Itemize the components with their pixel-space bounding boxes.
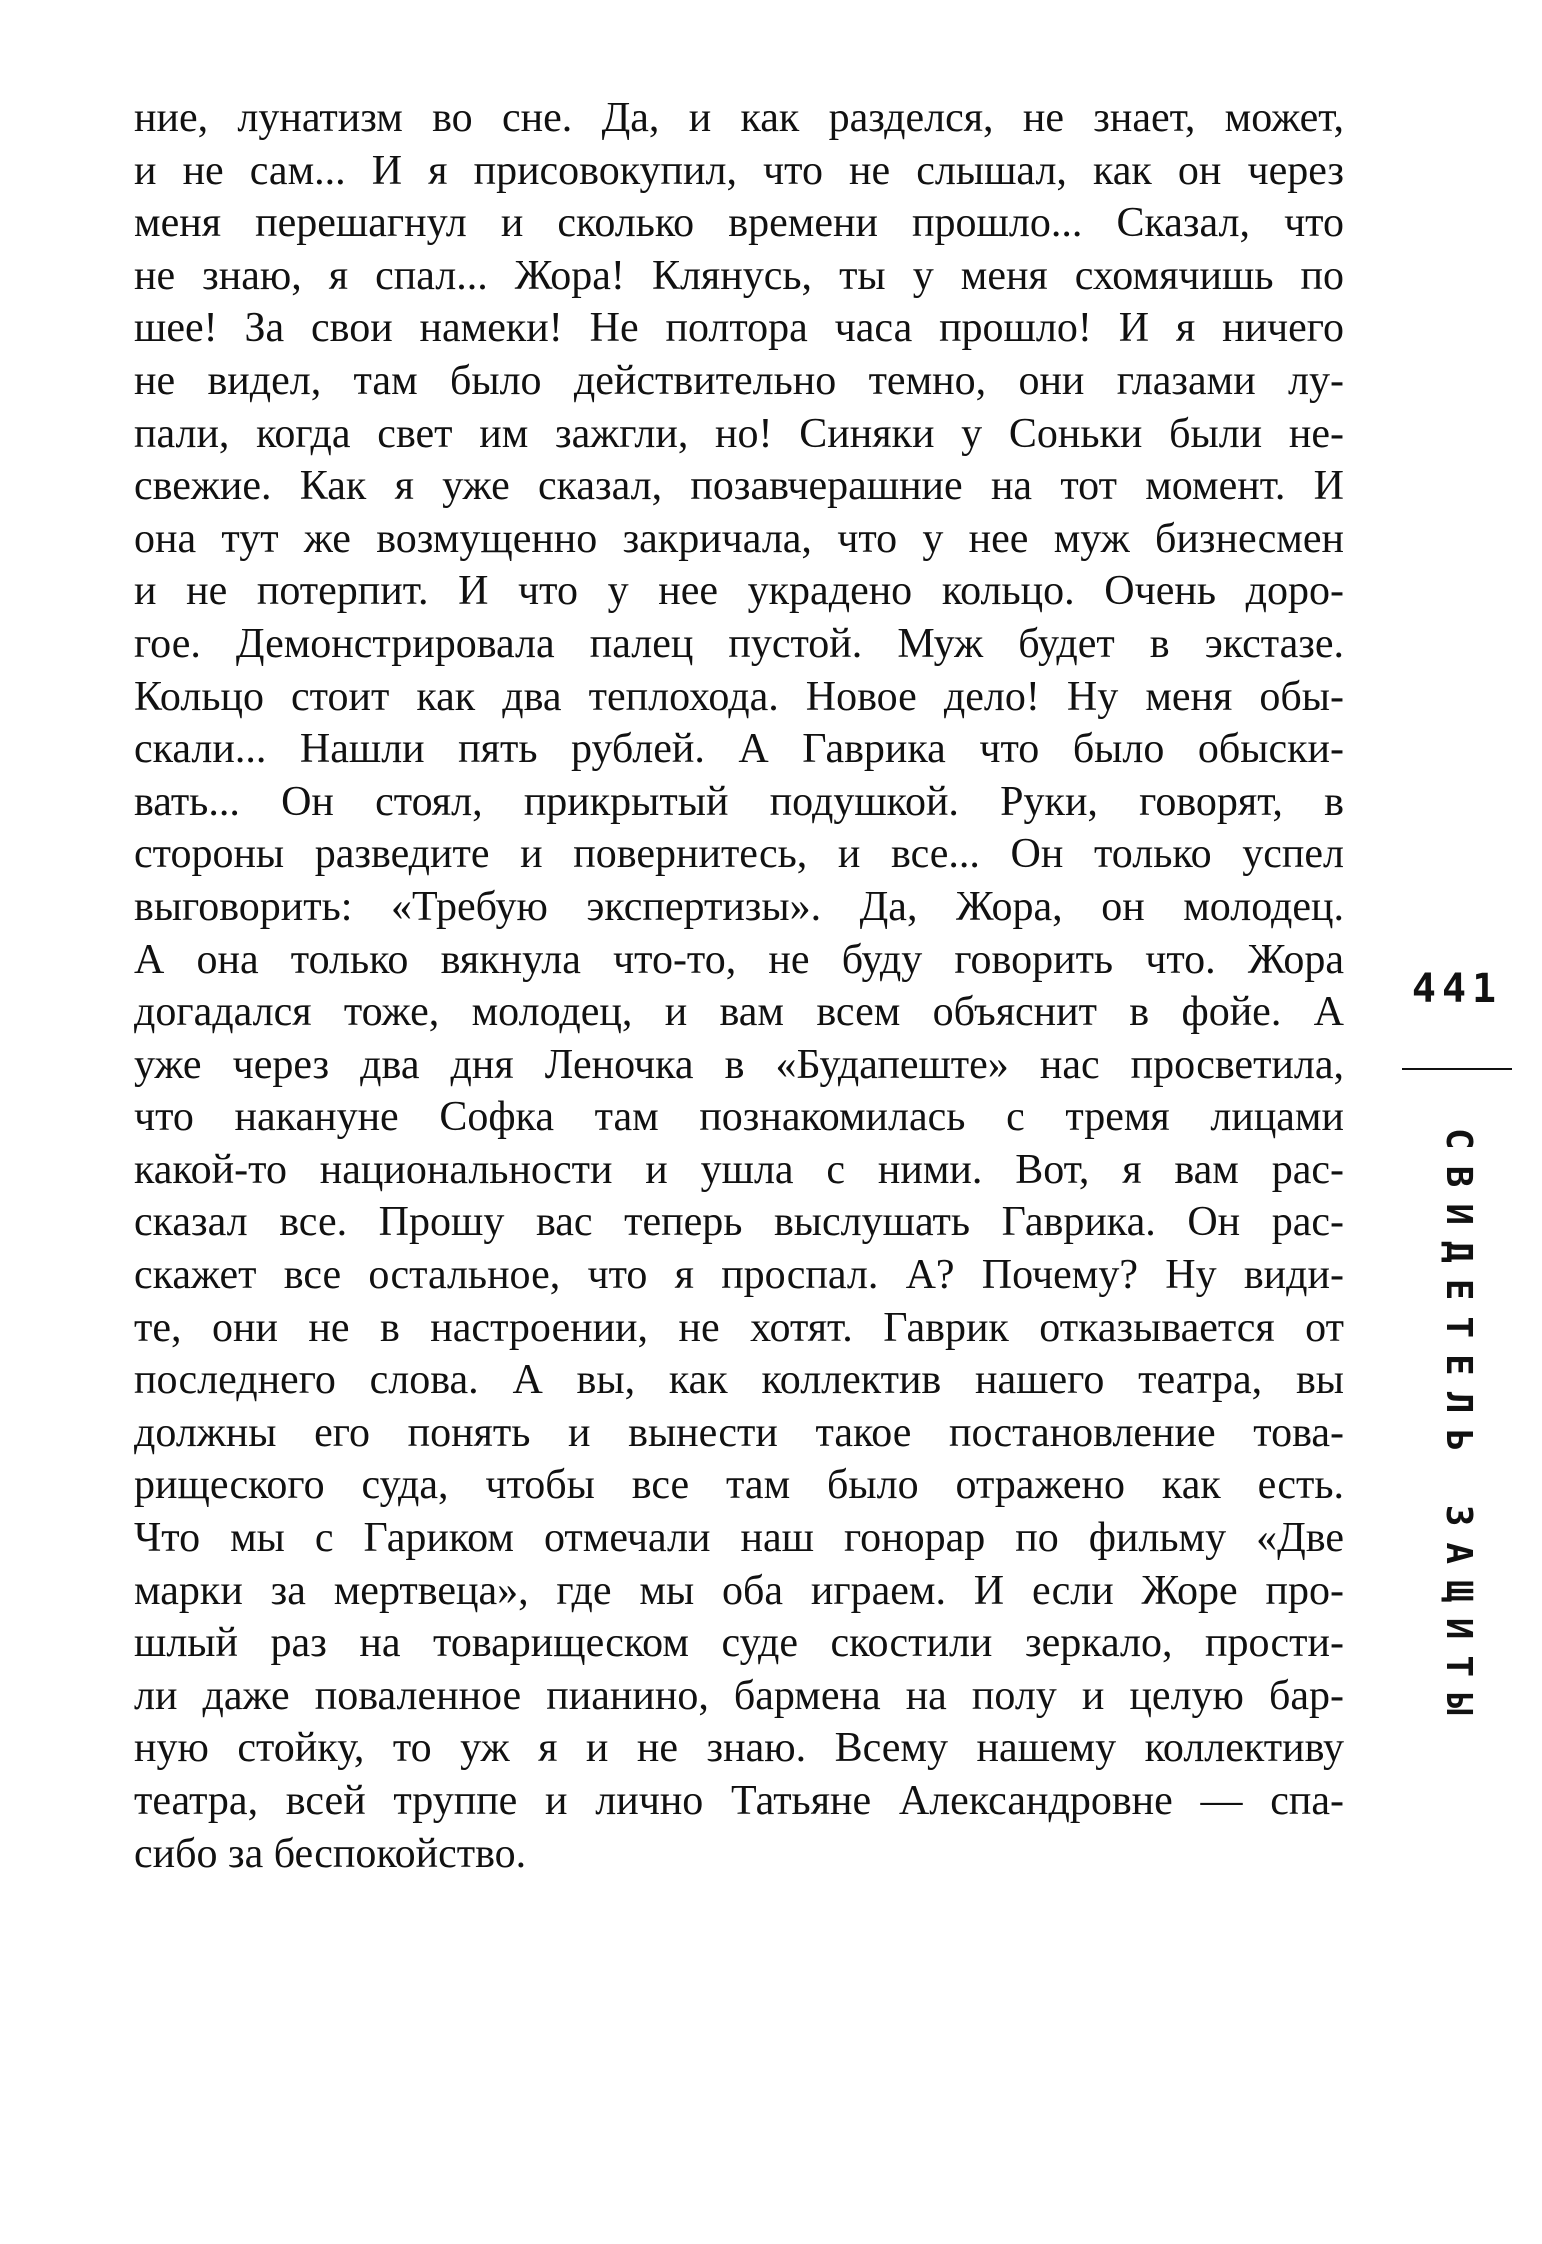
text-line-6: не видел, там было действительно темно, они глазами лу- [134,357,1344,404]
text-line-15: стороны разведите и повернитесь, и все... Он только успел [134,831,1344,878]
page-number: 441 [1411,966,1503,1012]
text-line-4: не знаю, я спал... Жора! Клянусь, ты у меня схомячишь по [134,252,1344,299]
folio-divider [1402,1068,1512,1070]
text-line-10: и не потерпит. И что у нее украдено кольцо. Очень доро- [134,568,1344,615]
text-line-26: должны его понять и вынести такое постановление това- [134,1409,1344,1456]
text-line-21: какой-то национальности и ушла с ними. Вот, я вам рас- [134,1146,1344,1193]
text-line-11: гое. Демонстрировала палец пустой. Муж будет в экстазе. [134,620,1344,667]
text-line-33: театра, всей труппе и лично Татьяне Александровне — спа- [134,1778,1344,1824]
text-line-14: вать... Он стоял, прикрытый подушкой. Руки, говорят, в [134,778,1344,825]
text-line-16: выговорить: «Требую экспертизы». Да, Жора, он молодец. [134,883,1344,930]
text-line-5: шее! За свои намеки! Не полтора часа прошло! И я ничего [134,305,1344,352]
text-line-17: А она только вякнула что-то, не буду говорить что. Жора [134,936,1344,983]
text-line-30: шлый раз на товарищеском суде скостили зеркало, прости- [134,1620,1344,1667]
text-line-8: свежие. Как я уже сказал, позавчерашние на тот момент. И [134,463,1344,510]
text-line-31: ли даже поваленное пианино, бармена на полу и целую бар- [134,1672,1344,1719]
text-line-29: марки за мертвеца», где мы оба играем. И если Жоре про- [134,1567,1344,1614]
text-line-25: последнего слова. А вы, как коллектив нашего театра, вы [134,1357,1344,1404]
text-line-19: уже через два дня Леночка в «Будапеште» нас просветила, [134,1041,1344,1088]
text-line-2: и не сам... И я присовокупил, что не слышал, как он через [134,147,1344,194]
running-head: СВИДЕТЕЛЬ ЗАЩИТЫ [1438,1128,1479,1731]
text-line-18: догадался тоже, молодец, и вам всем объяснит в фойе. А [134,989,1344,1036]
text-line-32: ную стойку, то уж я и не знаю. Всему нашему коллективу [134,1725,1344,1772]
text-line-1: ние, лунатизм во сне. Да, и как разделся, не знает, может, [134,95,1344,141]
text-line-27: рищеского суда, чтобы все там было отражено как есть. [134,1462,1344,1509]
text-line-9: она тут же возмущенно закричала, что у нее муж бизнесмен [134,515,1344,562]
text-line-12: Кольцо стоит как два теплохода. Новое дело! Ну меня обы- [134,673,1344,720]
text-line-22: сказал все. Прошу вас теперь выслушать Гаврика. Он рас- [134,1199,1344,1246]
body-text [134,92,1344,1880]
text-line-13: скали... Нашли пять рублей. А Гаврика что было обыски- [134,726,1344,773]
text-line-20: что накануне Софка там познакомилась с тремя лицами [134,1094,1344,1141]
text-line-7: пали, когда свет им зажгли, но! Синяки у Соньки были не- [134,410,1344,457]
text-line-28: Что мы с Гариком отмечали наш гонорар по фильму «Две [134,1515,1344,1562]
text-line-23: скажет все остальное, что я проспал. А? Почему? Ну види- [134,1252,1344,1299]
text-line-3: меня перешагнул и сколько времени прошло... Сказал, что [134,200,1344,247]
text-line-34: сибо за беспокойство. [134,1830,527,1877]
text-line-24: те, они не в настроении, не хотят. Гаврик отказывается от [134,1304,1344,1351]
